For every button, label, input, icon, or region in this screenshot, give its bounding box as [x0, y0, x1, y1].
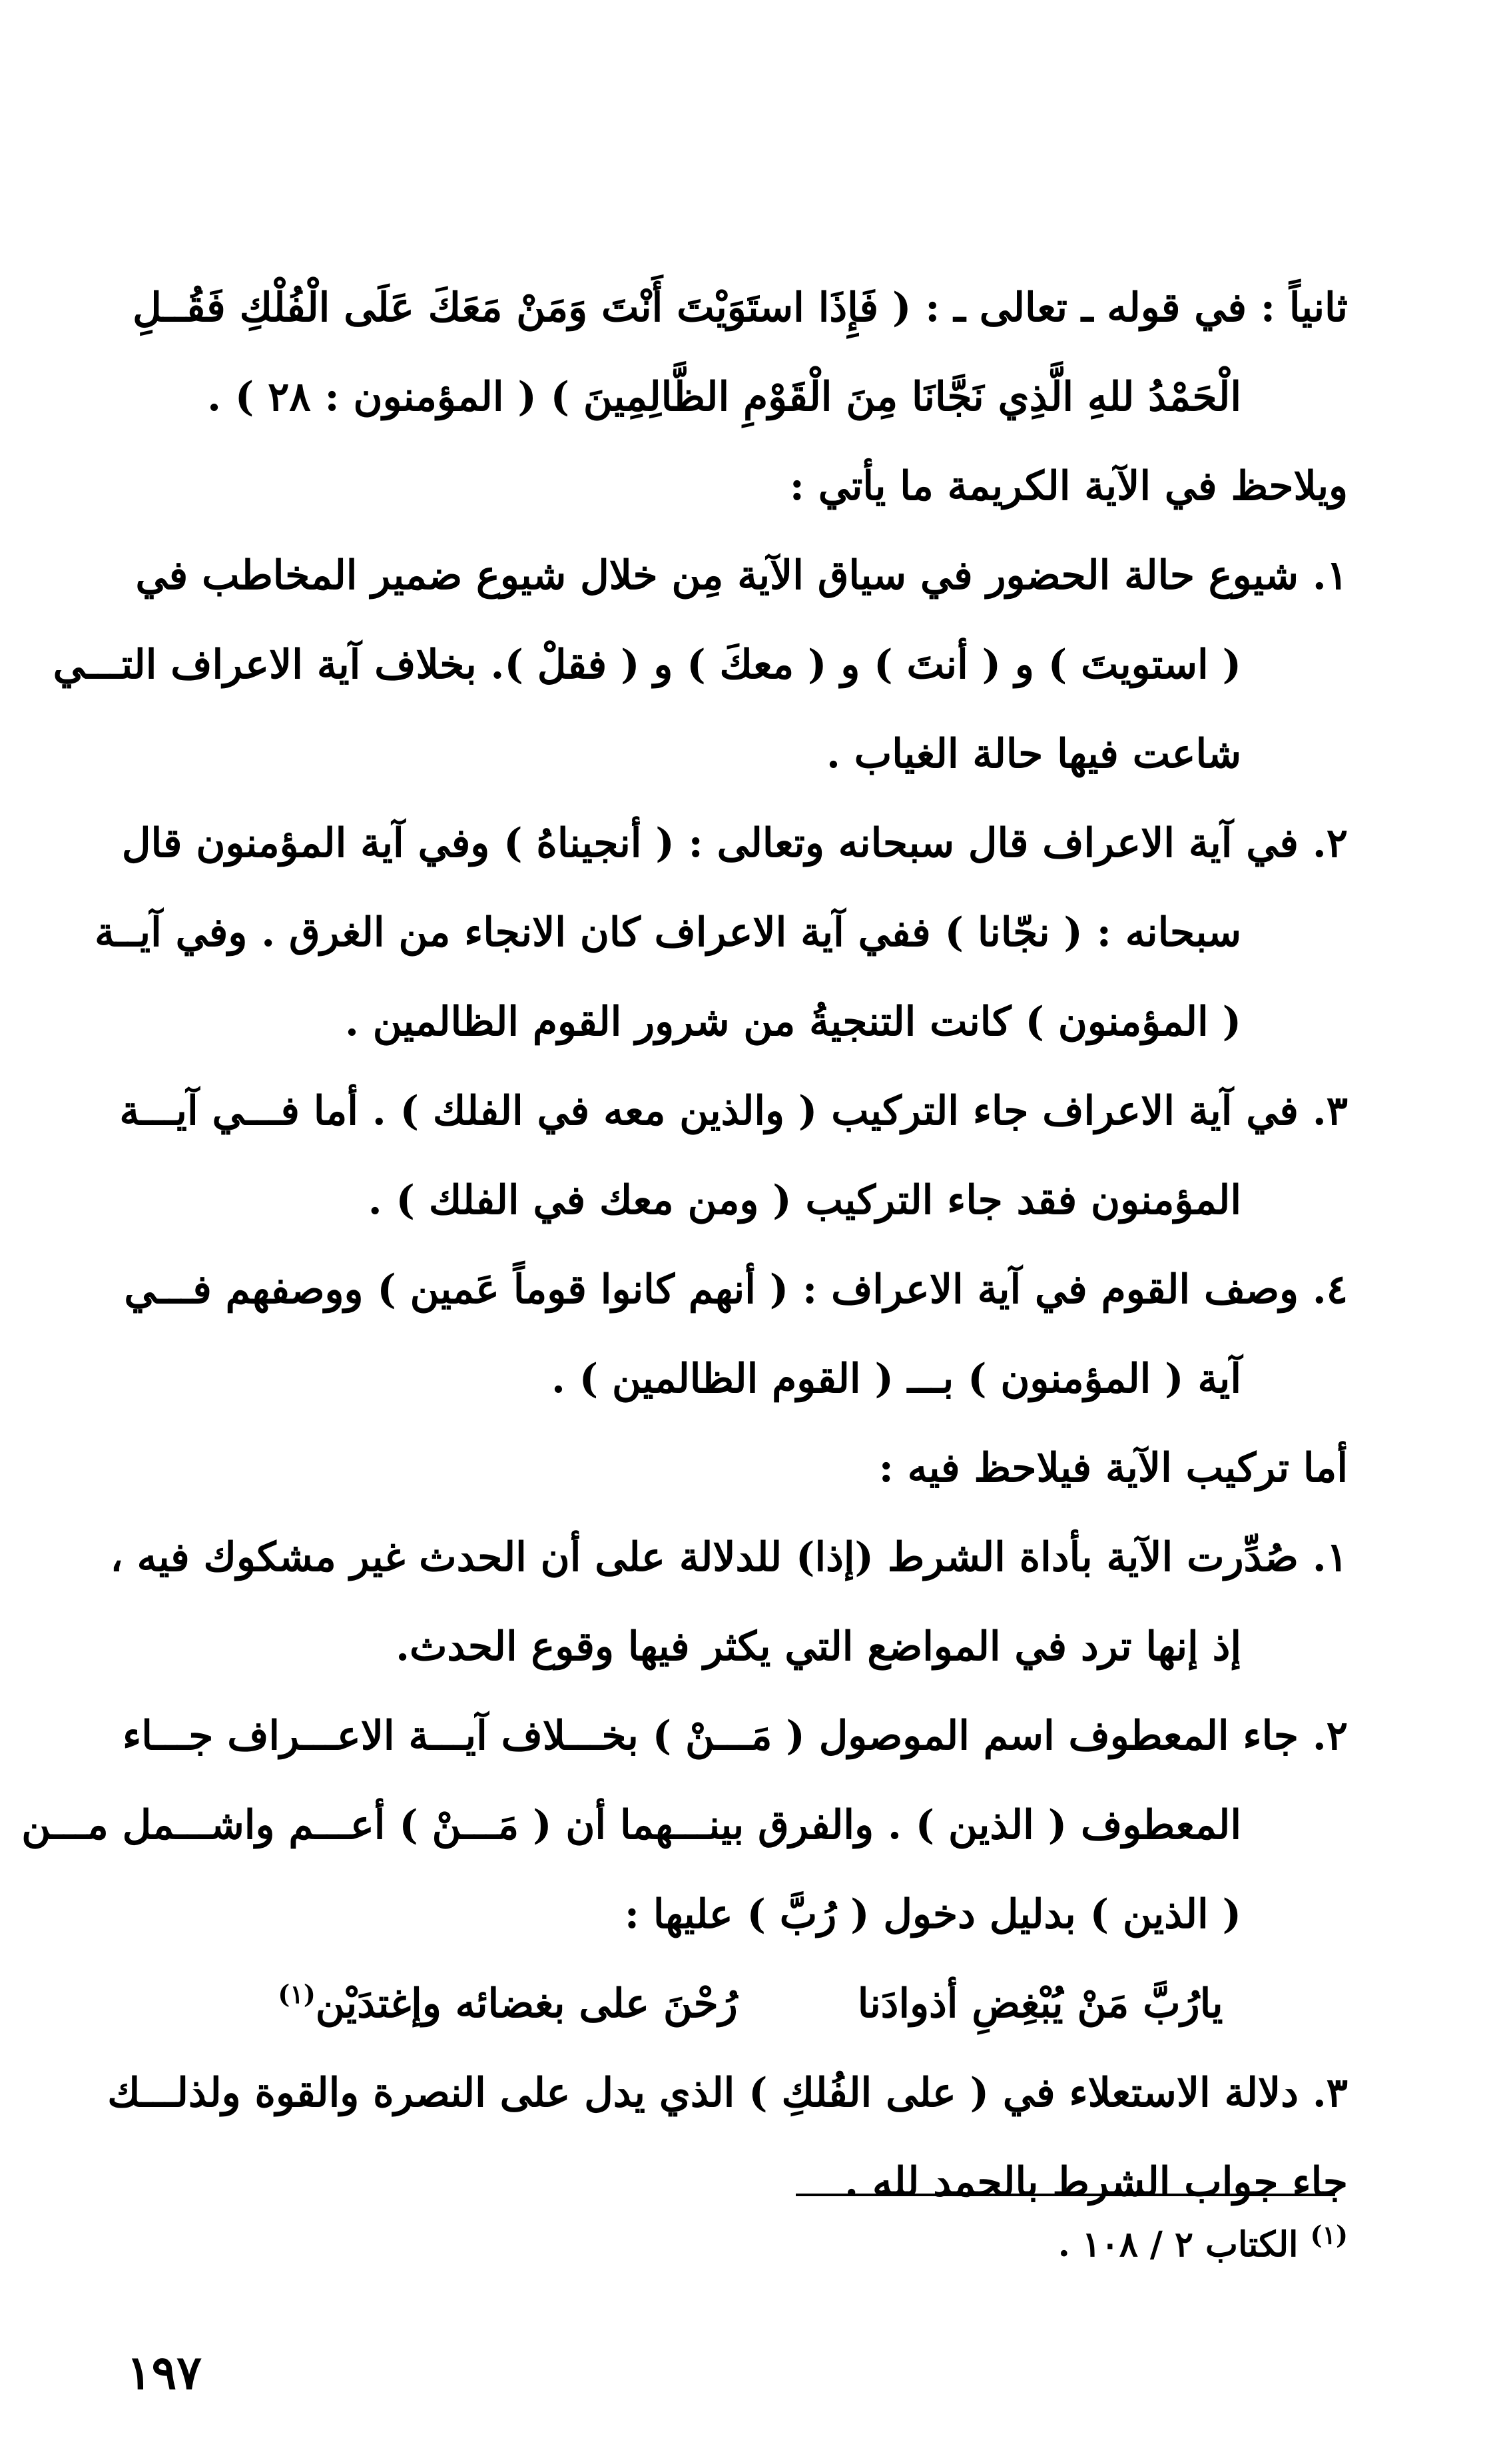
footnote-reference: (١): [278, 1979, 316, 2009]
list-item-3-line-2: المؤمنون فقد جاء التركيب ( ومن معك في الفلك ) .: [368, 1177, 1241, 1224]
poetry-verse: [153, 1959, 1348, 2048]
list-item-5-line-2: إذ إنها ترد في المواضع التي يكثر فيها وقوع الحدث.: [396, 1623, 1241, 1670]
list-item-4-line-1: ٤. وصف القوم في آية الاعراف : ( أنهم كانوا قوماً عَمين ) ووصفهم فـــي: [124, 1266, 1348, 1313]
verse-hemistich-2: رُحْنَ على بغضائه وإغتدَيْن$^{(١)}$: [278, 1979, 738, 2027]
list-item-4-line-2: آية ( المؤمنون ) بـــ ( القوم الظالمين ) .: [551, 1356, 1241, 1402]
page-number: ١٩٧: [127, 2345, 202, 2400]
list-item-1-line-1: ١. شيوع حالة الحضور في سياق الآية مِن خلال شيوع ضمير المخاطب في: [135, 552, 1348, 599]
list-item-3-line-1: ٣. في آية الاعراف جاء التركيب ( والذين معه في الفلك ) . أما فـــي آيـــة: [119, 1088, 1348, 1134]
list-item-2-line-1: ٢. في آية الاعراف قال سبحانه وتعالى : ( أنجيناهُ ) وفي آية المؤمنون قال: [121, 820, 1348, 867]
list-item-7-line-1: ٣. دلالة الاستعلاء في ( على الفُلكِ ) الذي يدل على النصرة والقوة ولذلـــك: [107, 2070, 1348, 2116]
text-line-1: ثانياً : في قوله ـ تعالى ـ : ( فَإِذَا استَوَيْتَ أَنْتَ وَمَنْ مَعَكَ عَلَى الْفُلْكِ فَقُــلِ: [133, 284, 1348, 331]
list-item-6-line-3: ( الذين ) بدليل دخول ( رُبَّ ) عليها :: [624, 1891, 1241, 1938]
verse-hemistich-1: يارُبَّ مَنْ يُبْغِضِ أذوادَنا: [857, 1980, 1223, 2027]
list-item-2-line-2: سبحانه : ( نجّانا ) ففي آية الاعراف كان الانجاء من الغرق . وفي آيــة: [95, 909, 1241, 956]
list-item-5-line-1: ١. صُدِّرت الآية بأداة الشرط (إذا) للدلالة على أن الحدث غير مشكوك فيه ،: [110, 1534, 1348, 1581]
footnote: [1058, 2218, 1348, 2271]
footnote-divider: [796, 2194, 1335, 2196]
list-item-6-line-2: المعطوف ( الذين ) . والفرق بينـــهما أن ( مَـــنْ ) أعـــم واشـــمل مـــن: [21, 1802, 1241, 1848]
footnote-marker: (١): [1310, 2220, 1348, 2250]
list-item-2-line-3: ( المؤمنون ) كانت التنجيةُ من شرور القوم الظالمين .: [344, 999, 1241, 1045]
list-item-6-line-1: ٢. جاء المعطوف اسم الموصول ( مَـــنْ ) بخـــلاف آيـــة الاعـــراف جـــاء: [123, 1713, 1348, 1759]
section-heading: أما تركيب الآية فيلاحظ فيه :: [878, 1445, 1348, 1491]
text-line-2: الْحَمْدُ للهِ الَّذِي نَجَّانَا مِنَ الْقَوْمِ الظَّالِمِينَ ) ( المؤمنون : ٢٨ ) .: [207, 374, 1241, 420]
list-item-1-line-2: ( استويتَ ) و ( أنتَ ) و ( معكَ ) و ( فقلْ ). بخلاف آية الاعراف التـــي: [53, 641, 1241, 688]
body-text: [21, 263, 1348, 2227]
text-line-3: ويلاحظ في الآية الكريمة ما يأتي :: [789, 463, 1348, 510]
list-item-7-line-2: جاء جواب الشرط بالحمد لله .: [844, 2159, 1348, 2206]
list-item-1-line-3: شاعت فيها حالة الغياب .: [826, 731, 1241, 777]
footnote-text: الكتاب ٢ / ١٠٨ .: [1057, 2224, 1299, 2265]
